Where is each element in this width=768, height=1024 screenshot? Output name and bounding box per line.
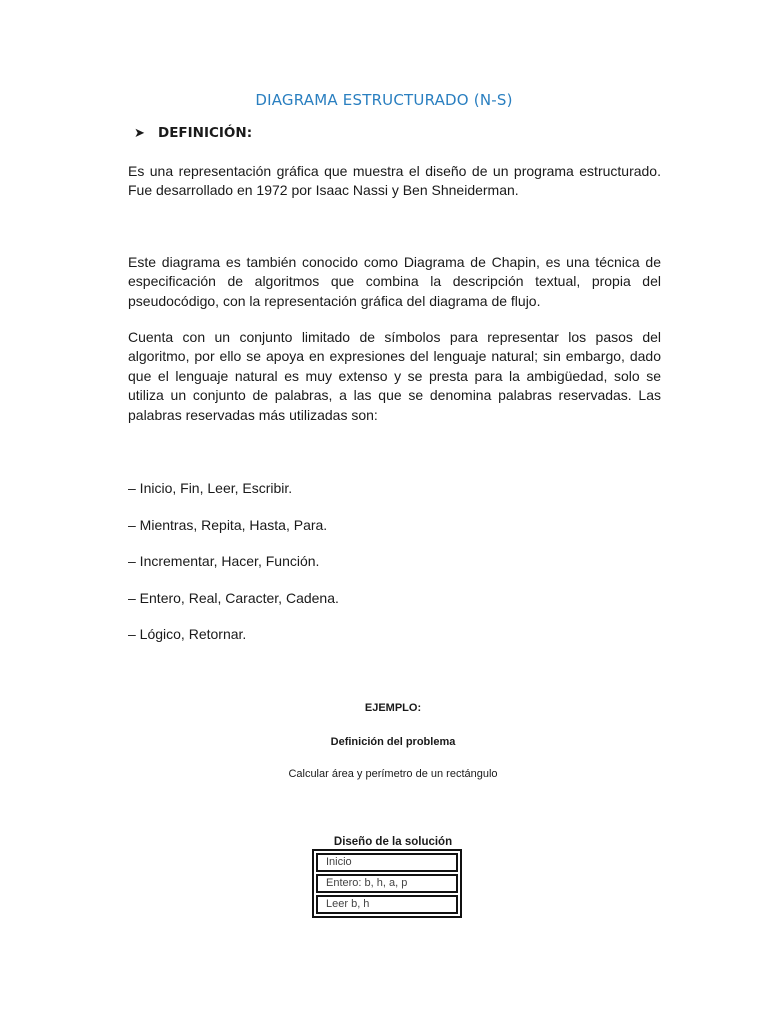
problem-heading: Definición del problema [330, 736, 456, 748]
example-heading: EJEMPLO: [364, 702, 422, 714]
list-item: – Mientras, Repita, Hasta, Para. [128, 517, 328, 533]
problem-text: Calcular área y perímetro de un rectángulo [288, 768, 498, 780]
ns-step: Entero: b, h, a, p [316, 874, 458, 893]
section-heading-label: DEFINICIÓN: [158, 125, 253, 141]
page-title: DIAGRAMA ESTRUCTURADO (N-S) [255, 91, 513, 109]
solution-heading: Diseño de la solución [333, 836, 453, 848]
list-item: – Entero, Real, Caracter, Cadena. [128, 590, 339, 606]
paragraph-symbols: Cuenta con un conjunto limitado de símbolos para representar los pasos del algoritmo, por ello se apoya en expresiones del lenguaje natural; sin embargo, dado que el lenguaje natural es muy extenso y se presta para la ambigüedad, solo se utiliza un conjunto de palabras, a las que se denomina palabras reservadas. Las palabras reservadas más utilizadas son: [128, 329, 661, 423]
list-item: – Inicio, Fin, Leer, Escribir. [128, 480, 293, 496]
list-item: – Lógico, Retornar. [128, 626, 247, 642]
arrow-right-icon: ➤ [134, 125, 145, 141]
ns-step: Inicio [316, 853, 458, 872]
paragraph-definition: Es una representación gráfica que muestra el diseño de un programa estructurado. Fue desarrollado en 1972 por Isaac Nassi y Ben Shneiderman. [128, 163, 661, 199]
paragraph-chapin: Este diagrama es también conocido como Diagrama de Chapin, es una técnica de especificación de algoritmos que combina la descripción textual, propia del pseudocódigo, con la representación gráfica del diagrama de flujo. [128, 254, 661, 309]
list-item: – Incrementar, Hacer, Función. [128, 553, 320, 569]
ns-step: Leer b, h [316, 895, 458, 914]
ns-diagram [312, 849, 462, 918]
section-heading [134, 125, 252, 141]
